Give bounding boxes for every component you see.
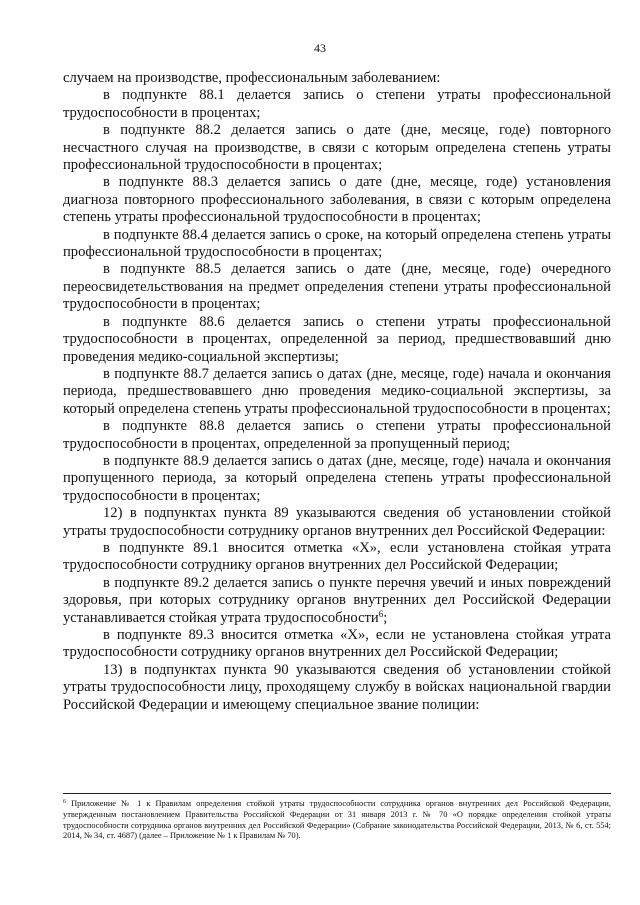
paragraph: в подпункте 88.7 делается запись о датах (дне, месяце, годе) начала и окончания периода, предшествовавшего дню проведения медико-социальной экспертизы, за который определена степень утраты профессиональной трудоспособности в процентах;	[63, 365, 611, 417]
paragraph: в подпункте 88.6 делается запись о степени утраты профессиональной трудоспособности в процентах, определенной за период, предшествовавший дню проведения медико-социальной экспертизы;	[63, 313, 611, 365]
footnote-reference[interactable]: 6	[378, 608, 384, 619]
paragraph: случаем на производстве, профессиональным заболеванием:	[63, 70, 441, 86]
paragraph: в подпункте 88.8 делается запись о степени утраты профессиональной трудоспособности в процентах, определенной за пропущенный период;	[63, 418, 611, 452]
paragraph: в подпункте 88.4 делается запись о сроке, на который определена степень утраты профессиональной трудоспособности в процентах;	[63, 226, 611, 261]
footnote-marker: 6	[63, 799, 66, 805]
body-text	[63, 70, 611, 714]
paragraph: 12) в подпунктах пункта 89 указываются сведения об установлении стойкой утраты трудоспособности сотруднику органов внутренних дел Российской Федерации:	[63, 505, 611, 539]
page-number: 43	[314, 41, 326, 55]
paragraph: 13) в подпунктах пункта 90 указываются сведения об установлении стойкой утраты трудоспособности лицу, проходящему службу в войсках национальной гвардии Российской Федерации и имеющему специальное звание полиции:	[63, 661, 611, 713]
paragraph: в подпункте 89.3 вносится отметка «Х», если не установлена стойкая утрата трудоспособности сотруднику органов внутренних дел Российской Федерации;	[63, 627, 611, 661]
paragraph: в подпункте 88.2 делается запись о дате (дне, месяце, годе) повторного несчастного случая на производстве, в связи с которым определена степень утраты профессиональной трудоспособности в процентах;	[63, 122, 611, 174]
paragraph: в подпункте 88.5 делается запись о дате (дне, месяце, годе) очередного переосвидетельствования на предмет определения степени утраты профессиональной трудоспособности в процентах;	[63, 261, 611, 313]
footnote-separator	[63, 793, 611, 794]
paragraph: в подпункте 88.9 делается запись о датах (дне, месяце, годе) начала и окончания пропущенного периода, за который определена степень утраты профессиональной трудоспособности в процентах;	[63, 452, 611, 504]
paragraph: в подпункте 88.3 делается запись о дате (дне, месяце, годе) установления диагноза повторного профессионального заболевания, в связи с которым определена степень утраты профессиональной трудоспособности в процентах;	[63, 174, 611, 226]
footnote	[63, 799, 611, 842]
paragraph: в подпункте 88.1 делается запись о степени утраты профессиональной трудоспособности в процентах;	[63, 87, 611, 121]
paragraph: в подпункте 89.1 вносится отметка «Х», если установлена стойкая утрата трудоспособности сотруднику органов внутренних дел Российской Федерации;	[63, 539, 611, 574]
paragraph: в подпункте 89.2 делается запись о пункте перечня увечий и иных повреждений здоровья, при которых сотруднику органов внутренних дел Российской Федерации устанавливается стойкая утрата трудоспособности$^6$;	[63, 574, 611, 626]
footnote-text: Приложение № 1 к Правилам определения стойкой утраты трудоспособности сотрудника органов внутренних дел Российской Федерации, утвержденным постановлением Правительства Российской Федерации от 31 января 2013 г. № 70 «О порядке определения стойкой утраты трудоспособности сотрудника органов внутренних дел Российской Федерации» (Собрание законодательства Российской Федерации, 2013, № 6, ст. 554; 2014, № 34, ст. 4687) (далее – Приложение № 1 к Правилам № 70).	[63, 799, 611, 841]
